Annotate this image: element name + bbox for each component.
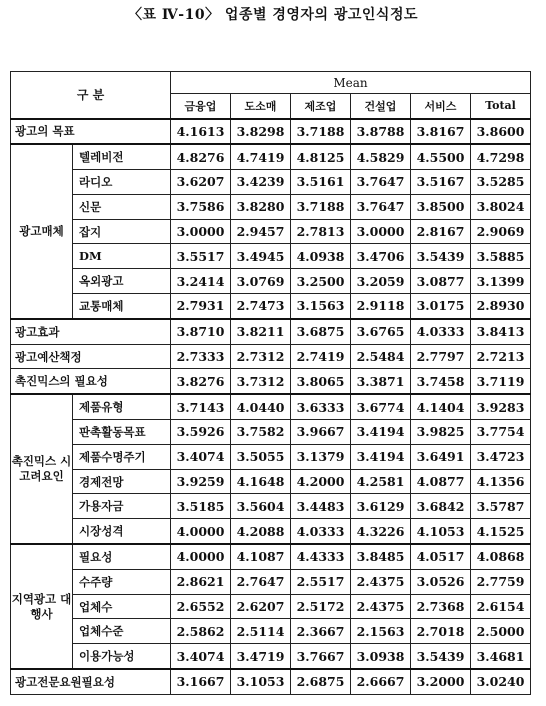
value-cell: 3.6129 <box>351 494 411 519</box>
value-cell: 3.5604 <box>231 494 291 519</box>
row-label: 업체수준 <box>73 619 171 644</box>
value-cell: 3.0175 <box>411 294 471 319</box>
value-cell: 3.4706 <box>351 244 411 269</box>
value-cell: 3.1563 <box>291 294 351 319</box>
value-cell: 3.0000 <box>171 219 231 244</box>
value-cell: 2.8930 <box>471 294 531 319</box>
value-cell: 4.0000 <box>171 544 231 569</box>
value-cell: 2.5172 <box>291 594 351 619</box>
value-cell: 3.7312 <box>231 369 291 394</box>
value-cell: 4.0877 <box>411 469 471 494</box>
value-cell: 4.1525 <box>471 519 531 544</box>
value-cell: 4.0938 <box>291 244 351 269</box>
value-cell: 3.8485 <box>351 544 411 569</box>
column-header: 제조업 <box>291 94 351 119</box>
value-cell: 4.0868 <box>471 544 531 569</box>
column-header: Total <box>471 94 531 119</box>
value-cell: 2.8167 <box>411 219 471 244</box>
value-cell: 2.7797 <box>411 344 471 369</box>
value-cell: 2.7931 <box>171 294 231 319</box>
value-cell: 2.7312 <box>231 344 291 369</box>
table-row <box>11 594 531 619</box>
row-label: 광고효과 <box>11 319 171 344</box>
value-cell: 2.9457 <box>231 219 291 244</box>
value-cell: 3.7754 <box>471 420 531 445</box>
value-cell: 4.4333 <box>291 544 351 569</box>
value-cell: 3.8211 <box>231 319 291 344</box>
value-cell: 2.7213 <box>471 344 531 369</box>
row-label: 경제전망 <box>73 469 171 494</box>
value-cell: 3.4483 <box>291 494 351 519</box>
value-cell: 4.0000 <box>171 519 231 544</box>
table-row <box>11 244 531 269</box>
row-label: 업체수 <box>73 594 171 619</box>
value-cell: 4.5500 <box>411 144 471 169</box>
row-label: 가용자금 <box>73 494 171 519</box>
value-cell: 2.7813 <box>291 219 351 244</box>
value-cell: 3.9825 <box>411 420 471 445</box>
row-label: 광고의 목표 <box>11 119 171 145</box>
value-cell: 3.8280 <box>231 194 291 219</box>
value-cell: 4.8276 <box>171 144 231 169</box>
table-row <box>11 669 531 694</box>
value-cell: 3.5167 <box>411 170 471 195</box>
value-cell: 2.7647 <box>231 569 291 594</box>
value-cell: 3.4194 <box>351 444 411 469</box>
table-row <box>11 519 531 544</box>
table-row <box>11 469 531 494</box>
value-cell: 3.6333 <box>291 394 351 419</box>
value-cell: 3.7188 <box>291 119 351 145</box>
ad-perception-table <box>10 71 531 695</box>
value-cell: 3.7647 <box>351 194 411 219</box>
value-cell: 3.8710 <box>171 319 231 344</box>
value-cell: 3.5439 <box>411 644 471 669</box>
value-cell: 2.8621 <box>171 569 231 594</box>
table-row <box>11 144 531 169</box>
table-row <box>11 170 531 195</box>
group-label: 광고매체 <box>11 144 73 319</box>
value-cell: 3.7667 <box>291 644 351 669</box>
value-cell: 3.9283 <box>471 394 531 419</box>
value-cell: 3.8413 <box>471 319 531 344</box>
value-cell: 2.7419 <box>291 344 351 369</box>
value-cell: 3.7188 <box>291 194 351 219</box>
row-label: 시장성격 <box>73 519 171 544</box>
table-row <box>11 544 531 569</box>
row-label: 잡지 <box>73 219 171 244</box>
value-cell: 3.1667 <box>171 669 231 694</box>
row-label: 광고전문요원필요성 <box>11 669 171 694</box>
value-cell: 3.4239 <box>231 170 291 195</box>
value-cell: 3.5885 <box>471 244 531 269</box>
row-label: DM <box>73 244 171 269</box>
value-cell: 3.5055 <box>231 444 291 469</box>
value-cell: 4.8125 <box>291 144 351 169</box>
value-cell: 3.8298 <box>231 119 291 145</box>
value-cell: 3.6207 <box>171 170 231 195</box>
value-cell: 3.1379 <box>291 444 351 469</box>
value-cell: 3.1399 <box>471 269 531 294</box>
value-cell: 4.1087 <box>231 544 291 569</box>
value-cell: 3.3871 <box>351 369 411 394</box>
value-cell: 3.7582 <box>231 420 291 445</box>
row-label: 판촉활동목표 <box>73 420 171 445</box>
value-cell: 3.5185 <box>171 494 231 519</box>
value-cell: 4.3226 <box>351 519 411 544</box>
value-cell: 3.2059 <box>351 269 411 294</box>
table-row <box>11 369 531 394</box>
value-cell: 3.9259 <box>171 469 231 494</box>
value-cell: 3.5926 <box>171 420 231 445</box>
value-cell: 2.5000 <box>471 619 531 644</box>
group-label: 지역광고 대행사 <box>11 544 73 669</box>
table-row <box>11 394 531 419</box>
value-cell: 3.1053 <box>231 669 291 694</box>
value-cell: 3.4194 <box>351 420 411 445</box>
value-cell: 3.0000 <box>351 219 411 244</box>
value-cell: 4.0333 <box>411 319 471 344</box>
value-cell: 2.5484 <box>351 344 411 369</box>
value-cell: 3.0938 <box>351 644 411 669</box>
value-cell: 3.8167 <box>411 119 471 145</box>
value-cell: 3.5439 <box>411 244 471 269</box>
value-cell: 3.8788 <box>351 119 411 145</box>
value-cell: 3.8500 <box>411 194 471 219</box>
row-label: 텔레비전 <box>73 144 171 169</box>
value-cell: 4.0440 <box>231 394 291 419</box>
value-cell: 4.2000 <box>291 469 351 494</box>
table-row <box>11 269 531 294</box>
value-cell: 3.0240 <box>471 669 531 694</box>
value-cell: 3.5787 <box>471 494 531 519</box>
table-row <box>11 569 531 594</box>
value-cell: 4.1648 <box>231 469 291 494</box>
row-label: 광고예산책정 <box>11 344 171 369</box>
value-cell: 3.8065 <box>291 369 351 394</box>
value-cell: 2.3667 <box>291 619 351 644</box>
mean-header: Mean <box>171 72 531 94</box>
value-cell: 3.6774 <box>351 394 411 419</box>
row-label: 제품유형 <box>73 394 171 419</box>
value-cell: 2.6207 <box>231 594 291 619</box>
value-cell: 3.4723 <box>471 444 531 469</box>
table-row <box>11 444 531 469</box>
value-cell: 2.7333 <box>171 344 231 369</box>
value-cell: 3.7458 <box>411 369 471 394</box>
row-label: 필요성 <box>73 544 171 569</box>
value-cell: 3.6875 <box>291 319 351 344</box>
value-cell: 2.7473 <box>231 294 291 319</box>
row-label: 신문 <box>73 194 171 219</box>
value-cell: 3.7143 <box>171 394 231 419</box>
value-cell: 3.8024 <box>471 194 531 219</box>
value-cell: 2.6667 <box>351 669 411 694</box>
value-cell: 3.7647 <box>351 170 411 195</box>
table-row <box>11 194 531 219</box>
value-cell: 3.7586 <box>171 194 231 219</box>
row-label: 수주량 <box>73 569 171 594</box>
value-cell: 4.2581 <box>351 469 411 494</box>
table-title: 〈표 Ⅳ-10〉 업종별 경영자의 광고인식정도 <box>127 7 418 23</box>
table-row <box>11 294 531 319</box>
value-cell: 2.6875 <box>291 669 351 694</box>
column-header: 도소매 <box>231 94 291 119</box>
value-cell: 3.6765 <box>351 319 411 344</box>
value-cell: 2.7368 <box>411 594 471 619</box>
value-cell: 2.1563 <box>351 619 411 644</box>
value-cell: 3.5161 <box>291 170 351 195</box>
table-row <box>11 420 531 445</box>
value-cell: 3.5517 <box>171 244 231 269</box>
value-cell: 3.2414 <box>171 269 231 294</box>
row-label: 촉진믹스의 필요성 <box>11 369 171 394</box>
value-cell: 2.9069 <box>471 219 531 244</box>
value-cell: 2.7018 <box>411 619 471 644</box>
value-cell: 3.0877 <box>411 269 471 294</box>
value-cell: 3.4681 <box>471 644 531 669</box>
value-cell: 2.4375 <box>351 594 411 619</box>
value-cell: 4.1613 <box>171 119 231 145</box>
value-cell: 2.9118 <box>351 294 411 319</box>
value-cell: 4.1053 <box>411 519 471 544</box>
value-cell: 4.0517 <box>411 544 471 569</box>
value-cell: 3.4719 <box>231 644 291 669</box>
value-cell: 2.5862 <box>171 619 231 644</box>
row-label: 옥외광고 <box>73 269 171 294</box>
value-cell: 3.2000 <box>411 669 471 694</box>
column-header: 서비스 <box>411 94 471 119</box>
table-row <box>11 219 531 244</box>
column-header: 금융업 <box>171 94 231 119</box>
table-row <box>11 319 531 344</box>
value-cell: 3.9667 <box>291 420 351 445</box>
value-cell: 3.0526 <box>411 569 471 594</box>
table-row <box>11 619 531 644</box>
value-cell: 3.0769 <box>231 269 291 294</box>
value-cell: 4.1404 <box>411 394 471 419</box>
table-row <box>11 119 531 145</box>
value-cell: 2.5517 <box>291 569 351 594</box>
group-label: 촉진믹스 시 고려요인 <box>11 394 73 544</box>
value-cell: 3.4945 <box>231 244 291 269</box>
table-body <box>11 119 531 695</box>
value-cell: 3.6842 <box>411 494 471 519</box>
value-cell: 2.6552 <box>171 594 231 619</box>
value-cell: 3.4074 <box>171 444 231 469</box>
table-row <box>11 344 531 369</box>
value-cell: 4.5829 <box>351 144 411 169</box>
row-label: 이용가능성 <box>73 644 171 669</box>
row-label: 제품수명주기 <box>73 444 171 469</box>
table-row <box>11 644 531 669</box>
value-cell: 4.0333 <box>291 519 351 544</box>
table-row <box>11 494 531 519</box>
row-label: 교통매체 <box>73 294 171 319</box>
column-header: 건설업 <box>351 94 411 119</box>
group-header: 구 분 <box>11 72 171 119</box>
value-cell: 2.5114 <box>231 619 291 644</box>
value-cell: 3.6491 <box>411 444 471 469</box>
value-cell: 3.2500 <box>291 269 351 294</box>
value-cell: 4.2088 <box>231 519 291 544</box>
value-cell: 3.4074 <box>171 644 231 669</box>
value-cell: 3.8600 <box>471 119 531 145</box>
value-cell: 2.6154 <box>471 594 531 619</box>
value-cell: 2.4375 <box>351 569 411 594</box>
value-cell: 4.1356 <box>471 469 531 494</box>
value-cell: 3.7119 <box>471 369 531 394</box>
value-cell: 3.5285 <box>471 170 531 195</box>
row-label: 라디오 <box>73 170 171 195</box>
value-cell: 4.7298 <box>471 144 531 169</box>
value-cell: 4.7419 <box>231 144 291 169</box>
value-cell: 3.8276 <box>171 369 231 394</box>
value-cell: 2.7759 <box>471 569 531 594</box>
